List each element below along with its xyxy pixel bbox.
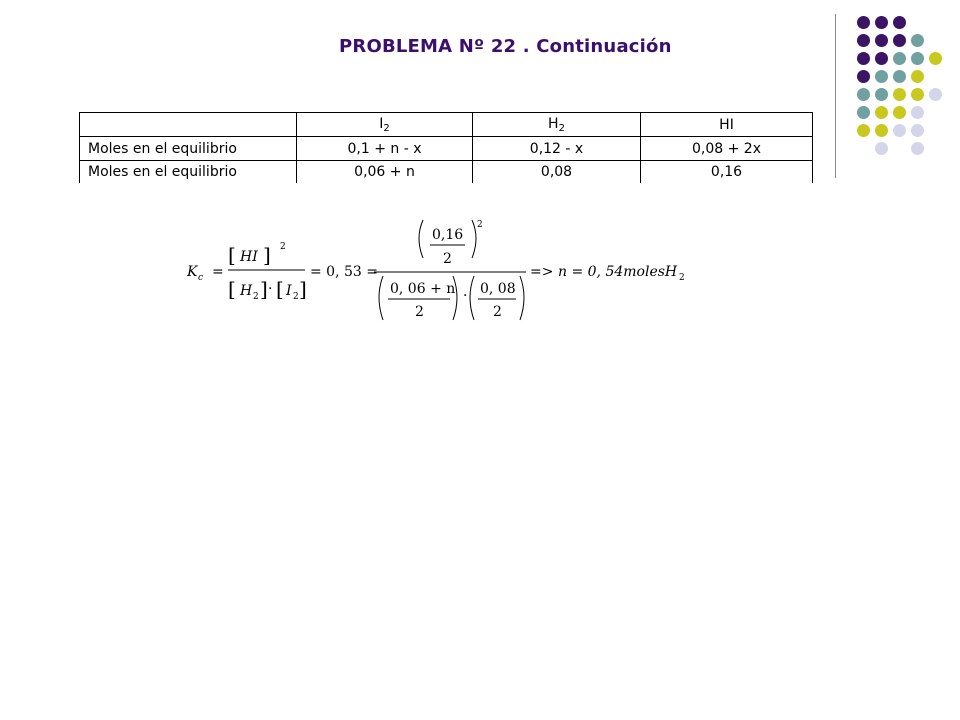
decor-dot [857, 88, 870, 101]
decor-dot [875, 124, 888, 137]
decor-dot [875, 70, 888, 83]
decor-dot [875, 142, 888, 155]
paren-open [379, 276, 383, 320]
decor-dot [911, 88, 924, 101]
left-denominator: 2 [415, 304, 424, 320]
decor-dot [893, 52, 906, 65]
paren-close [472, 220, 476, 258]
table-cell: 0,12 - x [473, 137, 641, 161]
top-denominator: 2 [443, 251, 452, 267]
paren-open [419, 220, 423, 258]
decorative-dot-grid [850, 14, 940, 164]
decor-dot [911, 34, 924, 47]
equals-sign: = [212, 264, 224, 280]
header-text: HI [719, 116, 734, 133]
decor-dot [893, 124, 906, 137]
result-text: n = 0, 54molesH [558, 264, 678, 280]
denominator-h: H [240, 283, 253, 299]
left-numerator: 0, 06 + n [390, 281, 456, 297]
equilibrium-constant-formula [180, 208, 720, 328]
table-header-cell [80, 113, 297, 137]
header-text: H [548, 115, 559, 132]
page-title: PROBLEMA Nº 22 . Continuación [339, 36, 672, 57]
table-cell: 0,16 [641, 161, 813, 184]
right-numerator: 0, 08 [480, 281, 516, 297]
paren-open [470, 276, 474, 320]
table-cell: Moles en el equilibrio [80, 137, 297, 161]
decor-dot [911, 106, 924, 119]
multiply-dot: · [268, 281, 273, 297]
decor-dot [911, 52, 924, 65]
right-denominator: 2 [493, 304, 502, 320]
header-subscript: 2 [383, 122, 390, 134]
denominator-i-subscript: 2 [293, 292, 299, 302]
bracket-close: ] [263, 243, 271, 267]
header-text: I [379, 115, 384, 132]
decor-dot [857, 16, 870, 29]
decor-dot [875, 52, 888, 65]
bracket-close: ] [260, 277, 268, 301]
decor-dot [875, 88, 888, 101]
bracket-open: [ [228, 277, 236, 301]
table-cell: 0,06 + n [297, 161, 473, 184]
denominator-h-subscript: 2 [253, 292, 259, 302]
table-header-cell [641, 113, 813, 137]
kc-value: = 0, 53 = [310, 264, 378, 280]
paren-close [520, 276, 524, 320]
decor-dot [875, 106, 888, 119]
decor-dot [893, 70, 906, 83]
table-header-cell [473, 113, 641, 137]
multiply-dot: · [463, 288, 468, 304]
numerator-exponent: 2 [280, 242, 286, 252]
kc-symbol: K [187, 264, 198, 280]
decor-dot [893, 16, 906, 29]
denominator-i: I [286, 283, 292, 299]
decor-dot [929, 52, 942, 65]
decor-dot [911, 124, 924, 137]
decor-dot [875, 34, 888, 47]
decor-dot [929, 88, 942, 101]
table-cell: 0,1 + n - x [297, 137, 473, 161]
decorative-divider [835, 14, 836, 178]
decor-dot [893, 88, 906, 101]
equilibrium-table [79, 112, 813, 183]
table-cell: 0,08 [473, 161, 641, 184]
decor-dot [857, 70, 870, 83]
decor-dot [857, 34, 870, 47]
table-header-row [80, 113, 813, 137]
top-numerator: 0,16 [432, 227, 464, 243]
decor-dot [875, 16, 888, 29]
decor-dot [857, 106, 870, 119]
result-subscript: 2 [679, 273, 685, 283]
decor-dot [857, 124, 870, 137]
table-cell: Moles en el equilibrio [80, 161, 297, 184]
implies-arrow: => [530, 264, 554, 280]
decor-dot [893, 34, 906, 47]
decor-dot [911, 70, 924, 83]
table-cell: 0,08 + 2x [641, 137, 813, 161]
bracket-open: [ [276, 277, 284, 301]
decor-dot [911, 142, 924, 155]
bracket-open: [ [228, 243, 236, 267]
header-subscript: 2 [558, 122, 565, 134]
decor-dot [857, 52, 870, 65]
table-header-cell [297, 113, 473, 137]
top-exponent: 2 [477, 220, 483, 230]
kc-subscript: c [198, 273, 204, 283]
table-row [80, 161, 813, 184]
bracket-close: ] [299, 277, 307, 301]
numerator-hi: HI [240, 249, 258, 265]
decor-dot [893, 106, 906, 119]
table-row [80, 137, 813, 161]
